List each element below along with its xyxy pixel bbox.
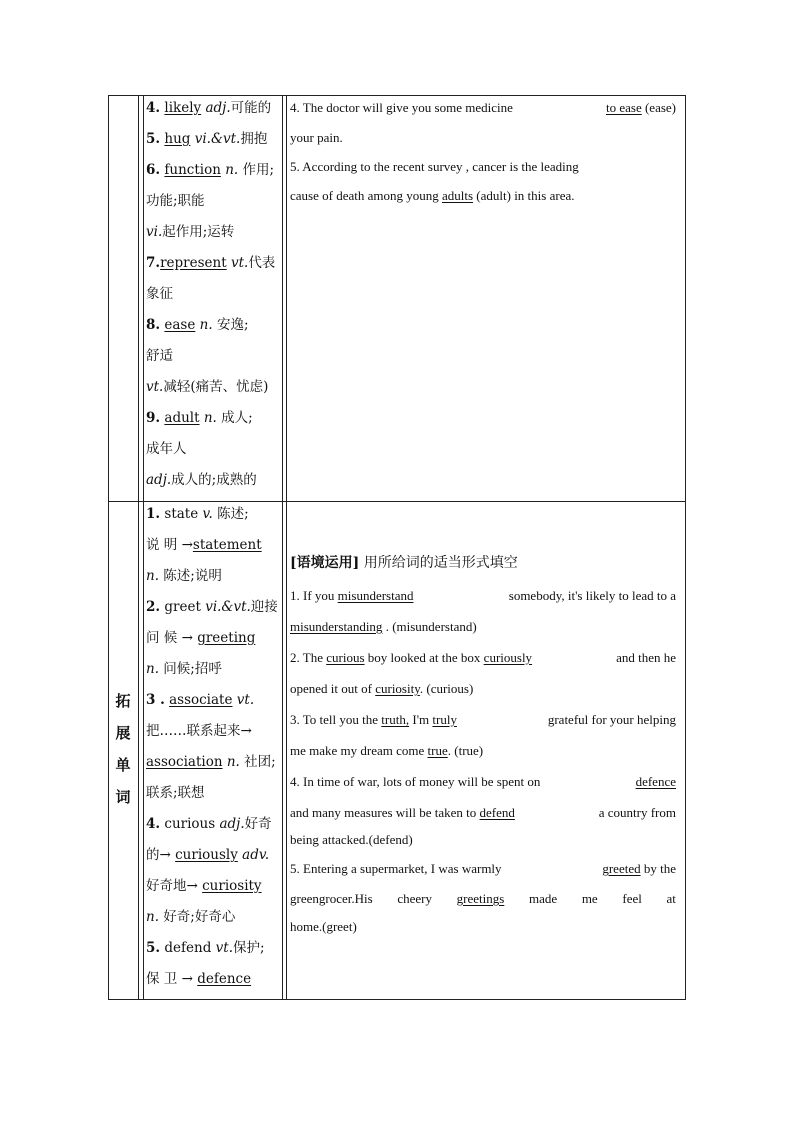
list-item: 8. ease n. 安逸; bbox=[146, 317, 249, 333]
list-item: 5. hug vi.&vt.拥抱 bbox=[146, 131, 268, 147]
vocabulary-table bbox=[108, 95, 686, 1000]
list-item-cont: 好奇地→ curiosity bbox=[146, 878, 262, 894]
list-item: 4. In time of war, lots of money will be spent on defence bbox=[290, 774, 676, 789]
list-item-cont: and many measures will be taken to defend a country from bbox=[290, 805, 676, 820]
list-item: 5. defend vt.保护; bbox=[146, 940, 265, 956]
word-list-top bbox=[146, 95, 282, 501]
label-char-4: 词 bbox=[115, 788, 131, 806]
list-item: 4. The doctor will give you some medicine to ease (ease) bbox=[290, 100, 676, 115]
label-char-2: 展 bbox=[115, 724, 131, 742]
table-divider-label bbox=[138, 95, 139, 1000]
list-item: 4. likely adj.可能的 bbox=[146, 100, 272, 116]
list-item-cont: misunderstanding . (misunderstand) bbox=[290, 619, 477, 634]
list-item-cont: 把……联系起来→ bbox=[146, 723, 252, 739]
list-item-cont: 成年人 bbox=[146, 441, 187, 457]
list-item-cont: 问 候 → greeting bbox=[146, 630, 256, 646]
list-item-cont: cause of death among young adults (adult) in this area. bbox=[290, 188, 575, 203]
label-char-3: 单 bbox=[115, 756, 131, 774]
list-item-cont: your pain. bbox=[290, 130, 343, 145]
list-item: 6. function n. 作用; bbox=[146, 162, 275, 178]
list-item-cont: 保 卫 → defence bbox=[146, 971, 252, 987]
list-item-cont: 象征 bbox=[146, 286, 173, 302]
list-item-cont: association n. 社团; bbox=[146, 754, 276, 770]
list-item: 5. According to the recent survey , cancer is the leading bbox=[290, 159, 579, 174]
list-item-cont: n. 陈述;说明 bbox=[146, 568, 222, 584]
list-item-cont: greengrocer.His cheery greetings made me feel at bbox=[290, 891, 676, 906]
list-item-cont: vi.起作用;运转 bbox=[146, 224, 235, 240]
list-item-cont: being attacked.(defend) bbox=[290, 832, 413, 847]
table-border-right bbox=[685, 95, 686, 1000]
list-item-cont: 舒适 bbox=[146, 348, 173, 364]
list-item-cont: n. 好奇;好奇心 bbox=[146, 909, 236, 925]
list-item-cont: 的→ curiously adv. bbox=[146, 847, 270, 863]
list-item: 7.represent vt.代表 bbox=[146, 255, 276, 271]
exercise-heading: [语境运用] 用所给词的适当形式填空 bbox=[290, 555, 518, 571]
list-item: 2. The curious boy looked at the box curiously and then he bbox=[290, 650, 676, 665]
list-item: 1. If you misunderstand somebody, it's likely to lead to a bbox=[290, 588, 676, 603]
list-item-cont: opened it out of curiosity. (curious) bbox=[290, 681, 474, 696]
list-item: 3 . associate vt. bbox=[146, 692, 255, 708]
list-item: 4. curious adj.好奇 bbox=[146, 816, 272, 832]
exercise-section bbox=[290, 501, 682, 999]
section-label bbox=[108, 501, 138, 999]
list-item: 2. greet vi.&vt.迎接 bbox=[146, 599, 278, 615]
table-divider-middle bbox=[282, 95, 283, 1000]
list-item: 1. state v. 陈述; bbox=[146, 506, 249, 522]
sentence-list-top bbox=[290, 95, 682, 501]
list-item-cont: 说 明 →statement bbox=[146, 537, 262, 553]
list-item: 3. To tell you the truth, I'm truly grateful for your helping bbox=[290, 712, 676, 727]
list-item-cont: 联系;联想 bbox=[146, 785, 205, 801]
list-item: 5. Entering a supermarket, I was warmly greeted by the bbox=[290, 861, 676, 876]
list-item-cont: vt.减轻(痛苦、忧虑) bbox=[146, 379, 269, 395]
list-item-cont: home.(greet) bbox=[290, 919, 357, 934]
label-char-1: 拓 bbox=[115, 692, 131, 710]
word-list-bottom bbox=[146, 501, 282, 999]
list-item: 9. adult n. 成人; bbox=[146, 410, 253, 426]
table-divider-middle-inner bbox=[286, 95, 287, 1000]
list-item-cont: n. 问候;招呼 bbox=[146, 661, 222, 677]
list-item-cont: me make my dream come true. (true) bbox=[290, 743, 484, 758]
table-border-bottom bbox=[108, 999, 686, 1000]
table-divider-label-inner bbox=[143, 95, 144, 1000]
list-item-cont: 功能;职能 bbox=[146, 193, 205, 209]
list-item-cont: adj.成人的;成熟的 bbox=[146, 472, 257, 488]
